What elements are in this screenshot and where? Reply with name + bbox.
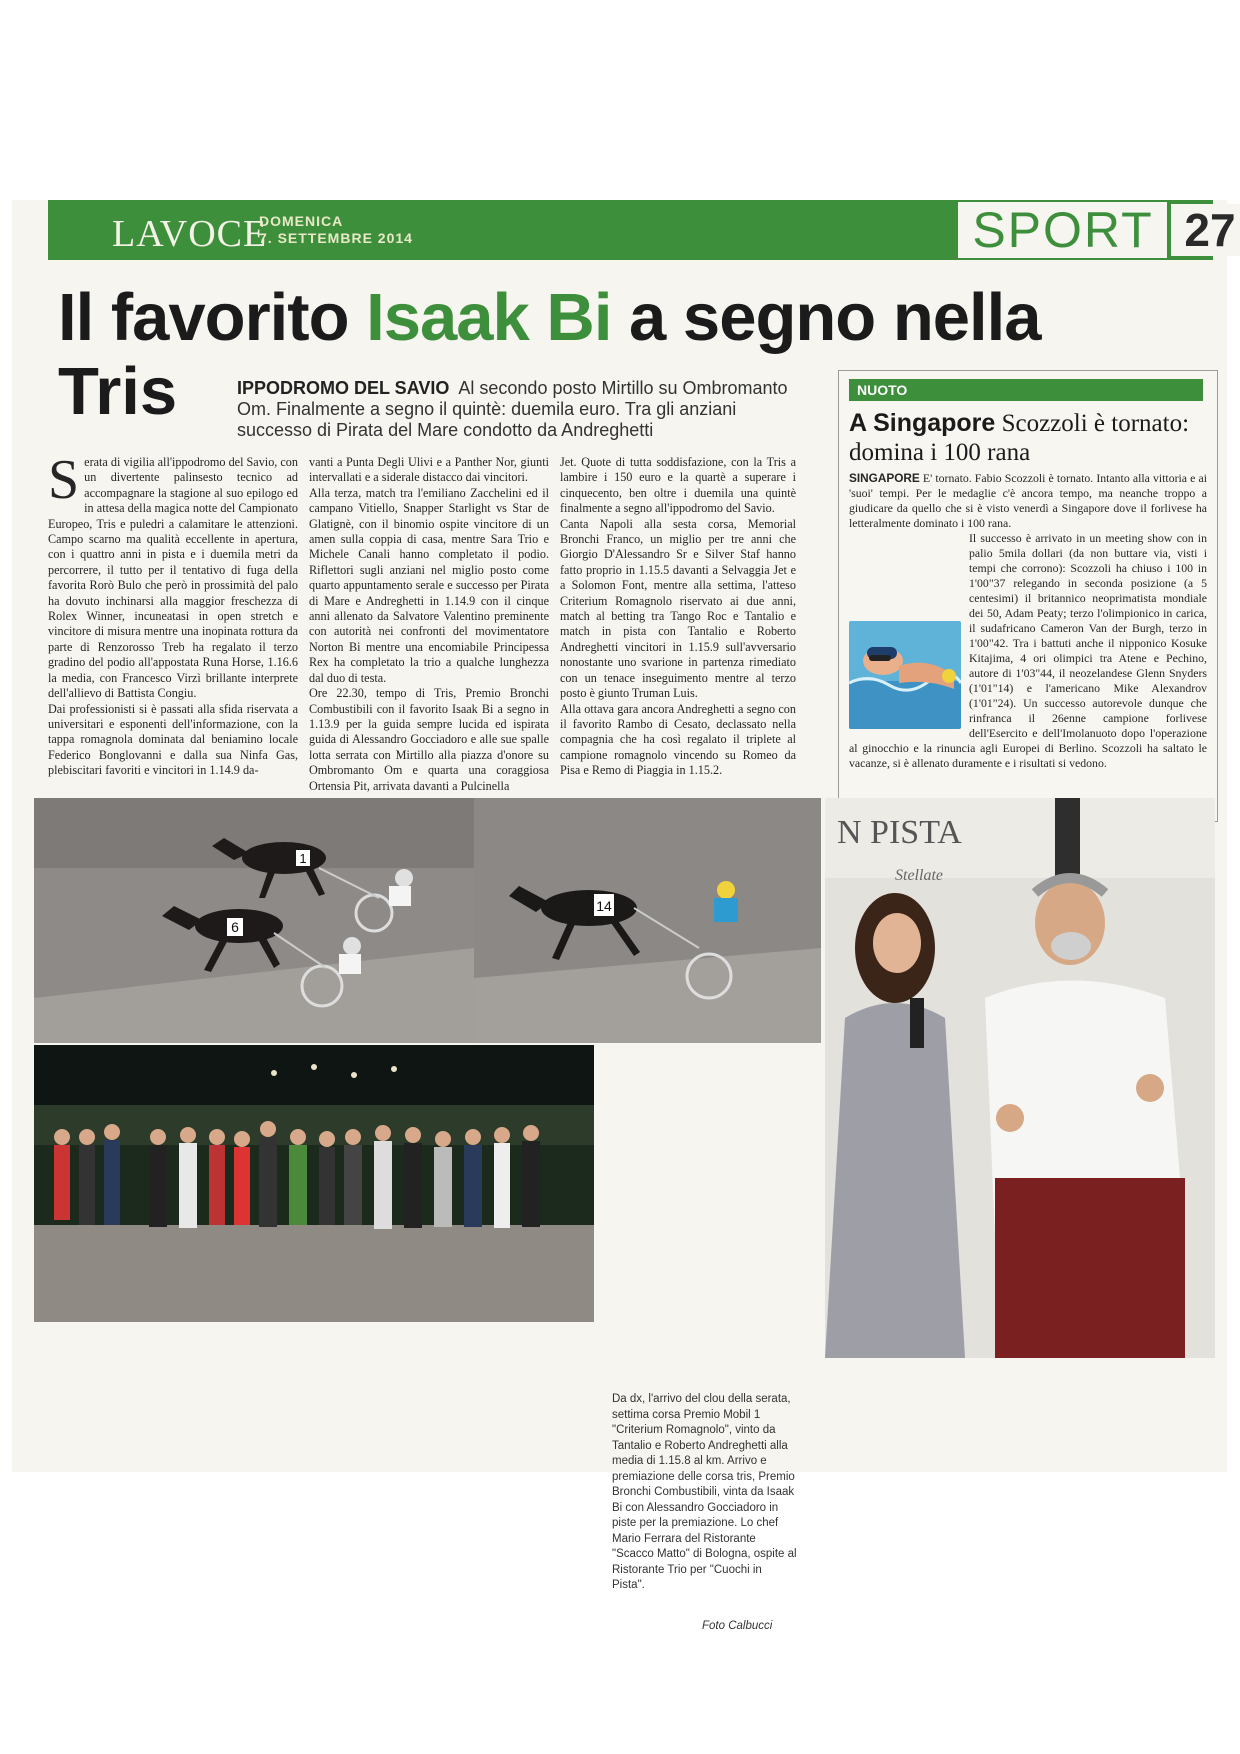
section-title: SPORT <box>958 202 1168 258</box>
bib-number-14: 14 <box>596 898 612 914</box>
race-finish-2-image <box>474 798 821 1043</box>
headline-part2: a segno nella <box>611 280 1041 355</box>
article-column-2 <box>309 455 549 794</box>
dropcap: S <box>48 449 80 511</box>
cuochi-in-pista-image <box>825 798 1215 1358</box>
col2-p3: Ore 22.30, tempo di Tris, Premio Bronchi Combustibili con il favorito Isaak Bi a segno in 1.13.9 per la guida sempre lucida ed ispirata guida di Alessandro Gocciadoro e alle sue spalle lotta serrata con Mirtillo alla piazza d'onore su Ombromanto Om e quarta una coraggiosa Ortensia Pit, arrivata davanti a Pulcinella <box>309 686 549 793</box>
sidebar-text <box>849 471 1207 771</box>
sidebar-kicker: SINGAPORE <box>849 471 920 485</box>
col1-p1: erata di vigilia all'ippodromo del Savio, con un divertente palinsesto tecnico ad accompagnare la stagione al suo epilogo ed in attesa della magica notte del Campionato Europeo, Tris e puledri a calamitare le attenzioni. Campo scarno ma qualità eccellente in apertura, con i quattro anni in pista e i duemila metri da percorrere, il tutto per il tentativo di fuga della favorita Rorò Bulo che però in prossimità del palo ha dovuto inchinarsi alla maggior freschezza di Rolex Winner, incuneatasi in open stretch e vincitore di misura mentre una inopinata rottura da parte di Renzorosso Treb ha regalato il terzo gradino del podio all'appostata Runa Horse, 1.16.6 la media, con Francesco Virzì brillante interprete dell'allievo di Battista Congiu. <box>48 455 298 701</box>
page-number: 27 <box>1171 204 1240 256</box>
article-headline <box>58 280 1041 355</box>
sidebar-box <box>838 370 1218 822</box>
article-column-1 <box>48 449 298 779</box>
bib-number-1: 1 <box>299 851 307 866</box>
banner-script: Stellate <box>895 867 943 884</box>
photo-race-finish-1 <box>34 798 474 1043</box>
sidebar-title-rest: Scozzoli è tornato: domina i 100 rana <box>849 410 1190 466</box>
col2-p1: vanti a Punta Degli Ulivi e a Panther Nor, giunti intervallati e a siderale distacco dai vincitori. <box>309 455 549 485</box>
col1-p2: Dai professionisti si è passati alla sfida riservata a universitari e esponenti dell'informazione, con la tappa romagnola dominata dal beniamino locale Federico Bonglovanni e dalla sua Ninfa Gas, plebiscitari favoriti e vincitori in 1.14.9 da- <box>48 701 298 778</box>
swimmer-photo-image <box>849 621 961 729</box>
issue-day: DOMENICA <box>259 213 344 229</box>
col3-p2: Canta Napoli alla sesta corsa, Memorial Bronchi Franco, un miglio per tre anni che Giorgio D'Alessandro Sr e Silver Staf hanno fatto proprio in 1.15.5 davanti a Selvaggia Jet e a Solomon Font, mentre alla settima, l'atteso Criterium Romagnolo riservato ai due anni, match al betting tra Tango Roc e Tantalio e match in pista con Tantalio e Roberto Andreghetti vincitori in 1.15.9 sull'avversario nonostante uno svarione in partenza rimediato con un tenace inseguimento mentre al terzo posto è giunto Truman Luis. <box>560 516 796 701</box>
sidebar-title <box>849 409 1209 467</box>
award-ceremony-image <box>34 1045 594 1322</box>
photo-race-finish-2 <box>474 798 821 1043</box>
deck-text: Al secondo posto Mirtillo su Ombromanto Om. Finalmente a segno il quintè: duemila euro. Tra gli anziani successo di Pirata del Mare condotto da Andreghetti <box>237 378 788 440</box>
bib-number-6: 6 <box>231 919 239 935</box>
sidebar-tag: NUOTO <box>849 379 1203 401</box>
issue-date <box>259 213 413 247</box>
newspaper-logo: LAVOCE <box>112 213 268 255</box>
headline-part1: Il favorito <box>58 280 367 355</box>
photo-caption: Da dx, l'arrivo del clou della serata, settima corsa Premio Mobil 1 "Criterium Romagnolo", vinto da Tantalio e Roberto Andreghetti alla media di 1.15.8 al km. Arrivo e premiazione delle corsa tris, Premio Bronchi Combustibili, vinta da Isaak Bi con Alessandro Gocciadoro in piste per la premiazione. Lo chef Mario Ferrara del Ristorante "Scacco Matto" di Bologna, ospite al Ristorante Trio per "Cuochi in Pista". <box>612 1393 797 1591</box>
col2-p2: Alla terza, match tra l'emiliano Zacchelini ed il campano Vitiello, Snapper Starlight vs Star de Glatignè, con il binomio ospite vincitore di un amen sulla coppia di casa, mentre Sara Trio e Michele Canali hanno completato il podio. Riflettori sugli anziani nel miglio posto come quarto appuntamento serale e successo per Pirata di Mare e Andreghetti in 1.14.9 con il cinque anni allenato da Salvatore Valentino preminente con autorità nei confronti del movimentatore Norton Bi mentre una encomiabile Principessa Rex ha completato la trio a qualche lunghezza dal duo di testa. <box>309 485 549 685</box>
headline-line2: Tris <box>58 354 178 429</box>
page-header <box>48 200 1236 260</box>
sidebar-p1: E' tornato. Fabio Scozzoli è tornato. Intanto alla vittoria e ai 'suoi' tempi. Per le medaglie c'è ancora tempo, ma neanche troppo a giudicare da quello che si è visto venerdì a Singapore dove il forlivese ha letteralmente dominato i 100 rana. <box>849 471 1207 530</box>
col3-p1: Jet. Quote di tutta soddisfazione, con la Tris a lambire i 150 euro e la quartè a superare i cinquecento, ben oltre i duemila una quintè finalmente a segno all'ippodromo del Savio. <box>560 455 796 516</box>
sidebar-title-bold: A Singapore <box>849 409 996 437</box>
sidebar-p2: Il successo è arrivato in un meeting show con in palio 5mila dollari (da non buttare via, visti i tempi che corrono): Scozzoli ha chiuso i 100 in 1'00"37 relegando in seconda posizione (a 5 centesimi) il britannico neoprimatista mondiale dei 50, Adam Peaty; terzo l'olimpionico in carica, il sudafricano Cameron Van der Burgh, terzo in 1'00"42. Tra i battuti anche il nipponico Kosuke Kitajima, 4 ori olimpici tra Atene e Pechino, autore di 1'03"44, il neozelandese Glenn Snyders (1'01"14) e l'americano Mike Alexandrov (1'01"24). Un successo autorevole dunque che rinfranca il 26enne campione forlivese dell'Esercito e dell'Imolanuoto dopo l'operazione al ginocchio e la rinuncia agli Europei di Berlino. Scozzoli ha saltato le vacanze, si è allenato duramente e i risultati si vedono. <box>849 531 1207 770</box>
headline-highlight: Isaak Bi <box>366 280 612 355</box>
article-column-3 <box>560 455 796 779</box>
deck-kicker: IPPODROMO DEL SAVIO <box>237 378 450 398</box>
photo-cuochi-in-pista <box>825 798 1215 1358</box>
banner-text: N PISTA <box>837 814 962 851</box>
article-deck <box>237 378 792 441</box>
issue-date-text: 7. SETTEMBRE 2014 <box>259 230 413 246</box>
swimmer-photo <box>849 621 961 729</box>
photo-award-ceremony <box>34 1045 594 1322</box>
photo-credit: Foto Calbucci <box>702 1620 773 1632</box>
race-finish-1-image <box>34 798 474 1043</box>
col3-p3: Alla ottava gara ancora Andreghetti a segno con il favorito Rambo di Cesato, declassato nella compagnia che ha così regalato il triplete al campione romagnolo vincendo su Romeo da Pisa e Remo di Piaggia in 1.15.2. <box>560 701 796 778</box>
newspaper-page <box>12 200 1236 1632</box>
